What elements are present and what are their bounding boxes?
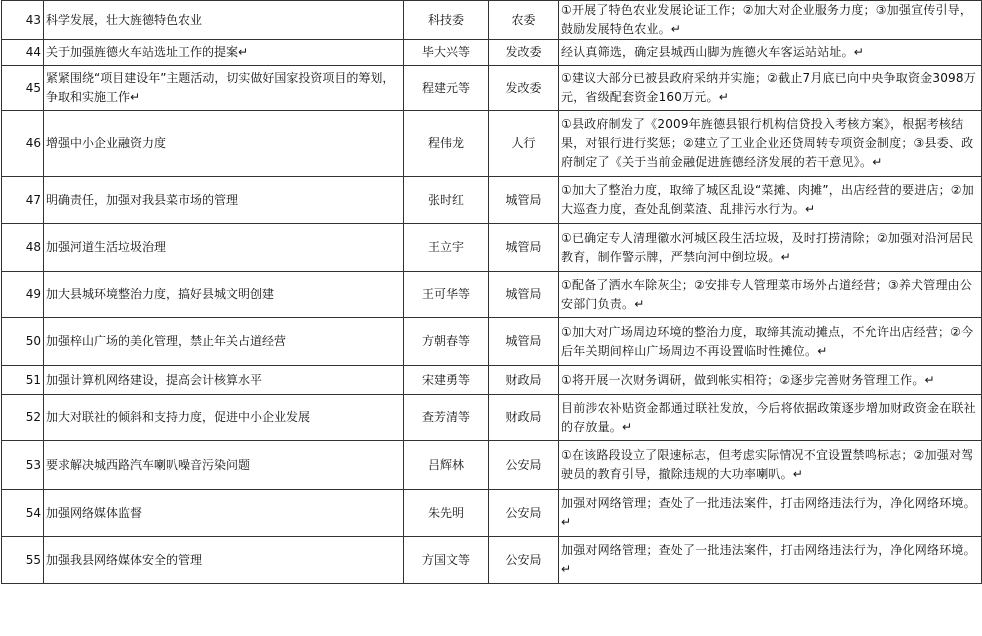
table-row xyxy=(2,111,982,177)
table-row xyxy=(2,272,982,318)
table-row xyxy=(2,224,982,272)
proposer-name: 王立宇 xyxy=(404,224,489,272)
row-number: 51 xyxy=(2,366,44,395)
table-row xyxy=(2,1,982,40)
proposal-title: 科学发展，壮大旌德特色农业 xyxy=(44,1,404,40)
handling-department: 城管局 xyxy=(489,318,559,366)
handling-department: 公安局 xyxy=(489,441,559,490)
proposer-name: 王可华等 xyxy=(404,272,489,318)
table-row xyxy=(2,441,982,490)
handling-department: 农委 xyxy=(489,1,559,40)
proposal-table-body xyxy=(2,1,982,584)
proposer-name: 朱先明 xyxy=(404,490,489,537)
proposal-title: 加强我县网络媒体安全的管理 xyxy=(44,537,404,584)
row-number: 44 xyxy=(2,40,44,66)
table-row xyxy=(2,537,982,584)
row-number: 54 xyxy=(2,490,44,537)
proposer-name: 方国文等 xyxy=(404,537,489,584)
proposal-title: 关于加强旌德火车站选址工作的提案↵ xyxy=(44,40,404,66)
proposal-table xyxy=(1,0,982,584)
row-number: 50 xyxy=(2,318,44,366)
handling-result: ①在该路段设立了限速标志，但考虑实际情况不宜设置禁鸣标志；②加强对驾驶员的教育引导，撤除违规的大功率喇叭。↵ xyxy=(559,441,982,490)
handling-result: ①加大对广场周边环境的整治力度，取缔其流动摊点，不允许出店经营；②今后年关期间梓山广场周边不再设置临时性摊位。↵ xyxy=(559,318,982,366)
handling-result: ①将开展一次财务调研，做到帐实相符；②逐步完善财务管理工作。↵ xyxy=(559,366,982,395)
row-number: 49 xyxy=(2,272,44,318)
handling-department: 公安局 xyxy=(489,490,559,537)
proposal-title: 明确责任，加强对我县菜市场的管理 xyxy=(44,177,404,224)
handling-result: ①配备了洒水车除灰尘；②安排专人管理菜市场外占道经营；③养犬管理由公安部门负责。↵ xyxy=(559,272,982,318)
handling-result: 经认真筛选，确定县城西山脚为旌德火车客运站站址。↵ xyxy=(559,40,982,66)
proposer-name: 方朝春等 xyxy=(404,318,489,366)
proposal-title: 加强河道生活垃圾治理 xyxy=(44,224,404,272)
row-number: 47 xyxy=(2,177,44,224)
handling-department: 财政局 xyxy=(489,366,559,395)
handling-department: 人行 xyxy=(489,111,559,177)
handling-result: 目前涉农补贴资金都通过联社发放，今后将依据政策逐步增加财政资金在联社的存放量。↵ xyxy=(559,395,982,441)
handling-department: 城管局 xyxy=(489,177,559,224)
proposal-title: 紧紧围绕“项目建设年”主题活动，切实做好国家投资项目的筹划，争取和实施工作↵ xyxy=(44,66,404,111)
table-row xyxy=(2,366,982,395)
handling-department: 发改委 xyxy=(489,40,559,66)
table-row xyxy=(2,40,982,66)
proposer-name: 张时红 xyxy=(404,177,489,224)
table-row xyxy=(2,177,982,224)
handling-result: ①加大了整治力度，取缔了城区乱设“菜摊、肉摊”，出店经营的要进店；②加大巡查力度，查处乱倒菜渣、乱排污水行为。↵ xyxy=(559,177,982,224)
proposal-title: 加强梓山广场的美化管理，禁止年关占道经营 xyxy=(44,318,404,366)
row-number: 53 xyxy=(2,441,44,490)
proposer-name: 吕辉林 xyxy=(404,441,489,490)
proposer-name: 查芳清等 xyxy=(404,395,489,441)
row-number: 45 xyxy=(2,66,44,111)
table-row xyxy=(2,318,982,366)
handling-department: 财政局 xyxy=(489,395,559,441)
row-number: 55 xyxy=(2,537,44,584)
handling-result: 加强对网络管理；查处了一批违法案件，打击网络违法行为，净化网络环境。↵ xyxy=(559,490,982,537)
proposal-title: 加大对联社的倾斜和支持力度，促进中小企业发展 xyxy=(44,395,404,441)
row-number: 48 xyxy=(2,224,44,272)
table-row xyxy=(2,395,982,441)
handling-result: 加强对网络管理；查处了一批违法案件，打击网络违法行为，净化网络环境。↵ xyxy=(559,537,982,584)
proposer-name: 程建元等 xyxy=(404,66,489,111)
proposal-title: 加强网络媒体监督 xyxy=(44,490,404,537)
proposal-title: 要求解决城西路汽车喇叭噪音污染问题 xyxy=(44,441,404,490)
handling-result: ①已确定专人清理徽水河城区段生活垃圾，及时打捞清除；②加强对沿河居民教育，制作警示牌，严禁向河中倒垃圾。↵ xyxy=(559,224,982,272)
handling-department: 城管局 xyxy=(489,272,559,318)
handling-department: 公安局 xyxy=(489,537,559,584)
row-number: 52 xyxy=(2,395,44,441)
handling-result: ①建议大部分已被县政府采纳并实施；②截止7月底已向中央争取资金3098万元，省级配套资金160万元。↵ xyxy=(559,66,982,111)
handling-department: 发改委 xyxy=(489,66,559,111)
handling-result: ①县政府制发了《2009年旌德县银行机构信贷投入考核方案》，根据考核结果，对银行进行奖惩；②建立了工业企业还贷周转专项资金制度；③县委、政府制定了《关于当前金融促进旌德经济发展的若干意见》。↵ xyxy=(559,111,982,177)
row-number: 46 xyxy=(2,111,44,177)
table-row xyxy=(2,66,982,111)
proposal-title: 加强计算机网络建设，提高会计核算水平 xyxy=(44,366,404,395)
proposer-name: 毕大兴等 xyxy=(404,40,489,66)
row-number: 43 xyxy=(2,1,44,40)
proposal-title: 加大县城环境整治力度，搞好县城文明创建 xyxy=(44,272,404,318)
handling-result: ①开展了特色农业发展论证工作；②加大对企业服务力度；③加强宣传引导，鼓励发展特色农业。↵ xyxy=(559,1,982,40)
proposer-name: 宋建勇等 xyxy=(404,366,489,395)
proposer-name: 程伟龙 xyxy=(404,111,489,177)
table-row xyxy=(2,490,982,537)
proposer-name: 科技委 xyxy=(404,1,489,40)
handling-department: 城管局 xyxy=(489,224,559,272)
proposal-title: 增强中小企业融资力度 xyxy=(44,111,404,177)
